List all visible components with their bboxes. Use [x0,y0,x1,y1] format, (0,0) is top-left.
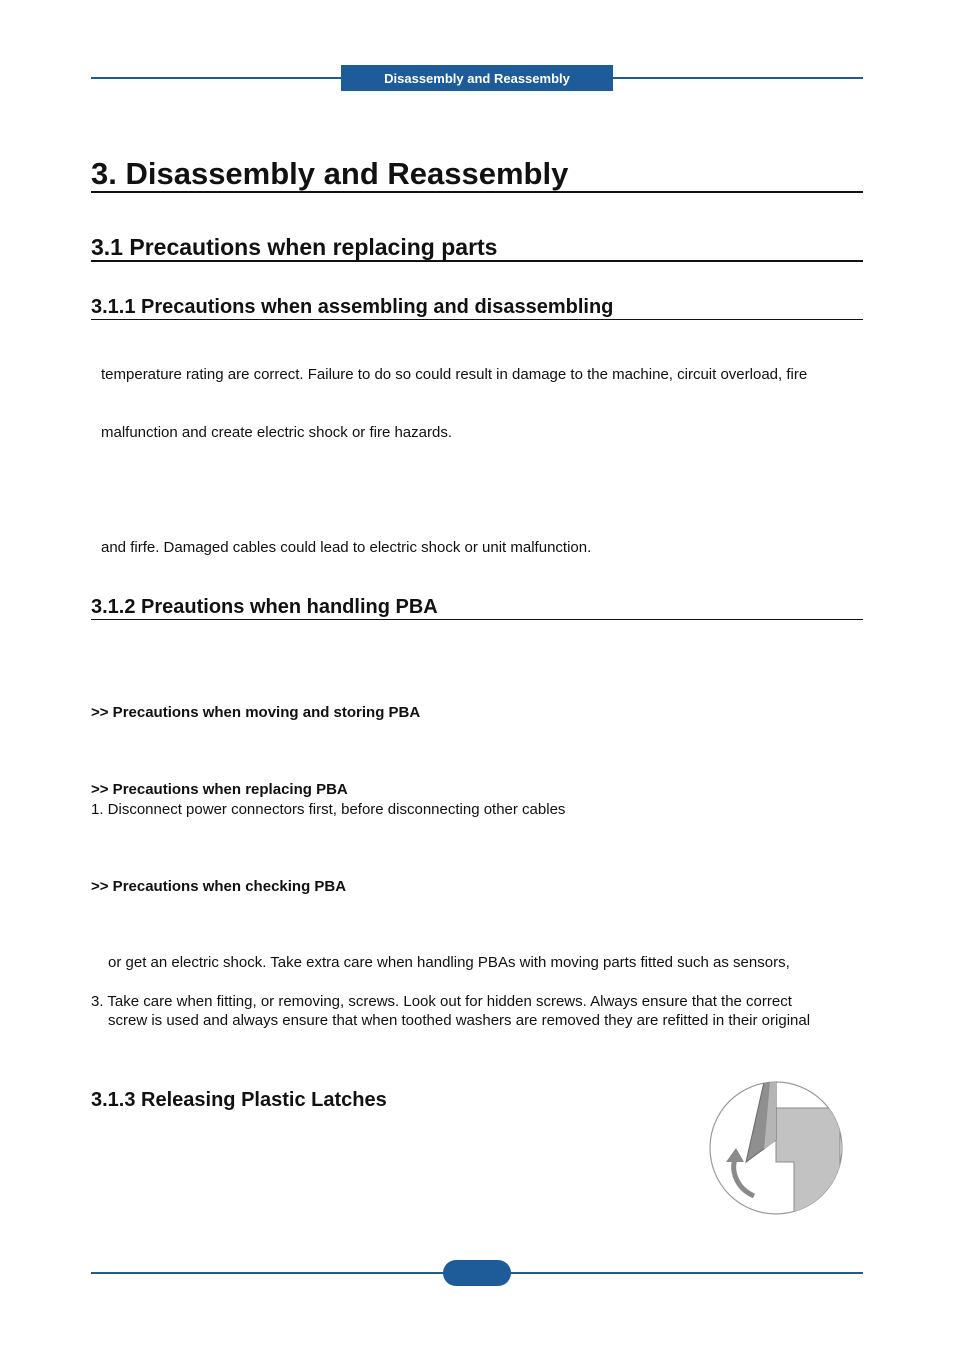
subsection-1-line-2: malfunction and create electric shock or fire hazards. [101,424,452,441]
header-rule-left [91,77,341,79]
subsection-3-title: 3.1.3 Releasing Plastic Latches [91,1089,387,1111]
section-title-underline [91,260,863,262]
checking-line-a: or get an electric shock. Take extra care when handling PBAs with moving parts fitted such as sensors, [108,954,790,971]
footer-rule-right [507,1272,863,1274]
header-tab [341,65,613,91]
replacing-item-1: 1. Disconnect power connectors first, before disconnecting other cables [91,801,566,818]
subsection-1-line-3: and firfe. Damaged cables could lead to electric shock or unit malfunction. [101,539,592,556]
subsection-1-title: 3.1.1 Precautions when assembling and disassembling [91,296,614,318]
subsection-1-underline [91,319,863,320]
plastic-latch-illustration [706,1078,846,1218]
moving-storing-heading: >> Precautions when moving and storing PBA [91,704,421,721]
checking-heading: >> Precautions when checking PBA [91,878,347,895]
header-title: Disassembly and Reassembly [384,70,570,86]
footer-rule-left [91,1272,447,1274]
subsection-1-line-1: temperature rating are correct. Failure to do so could result in damage to the machine, circuit overload, fire [101,366,808,383]
checking-item-3-line-2: screw is used and always ensure that when toothed washers are removed they are refitted in their original [108,1012,811,1029]
chapter-title: 3. Disassembly and Reassembly [91,156,569,191]
subsection-2-title: 3.1.2 Preautions when handling PBA [91,596,438,618]
section-title: 3.1 Precautions when replacing parts [91,234,498,260]
header-rule-right [613,77,863,79]
replacing-heading: >> Precautions when replacing PBA [91,781,348,798]
page-number-badge [443,1260,511,1286]
checking-item-3-line-1: 3. Take care when fitting, or removing, screws. Look out for hidden screws. Always ensure that the correct [91,993,792,1010]
chapter-title-underline [91,191,863,193]
subsection-2-underline [91,619,863,620]
